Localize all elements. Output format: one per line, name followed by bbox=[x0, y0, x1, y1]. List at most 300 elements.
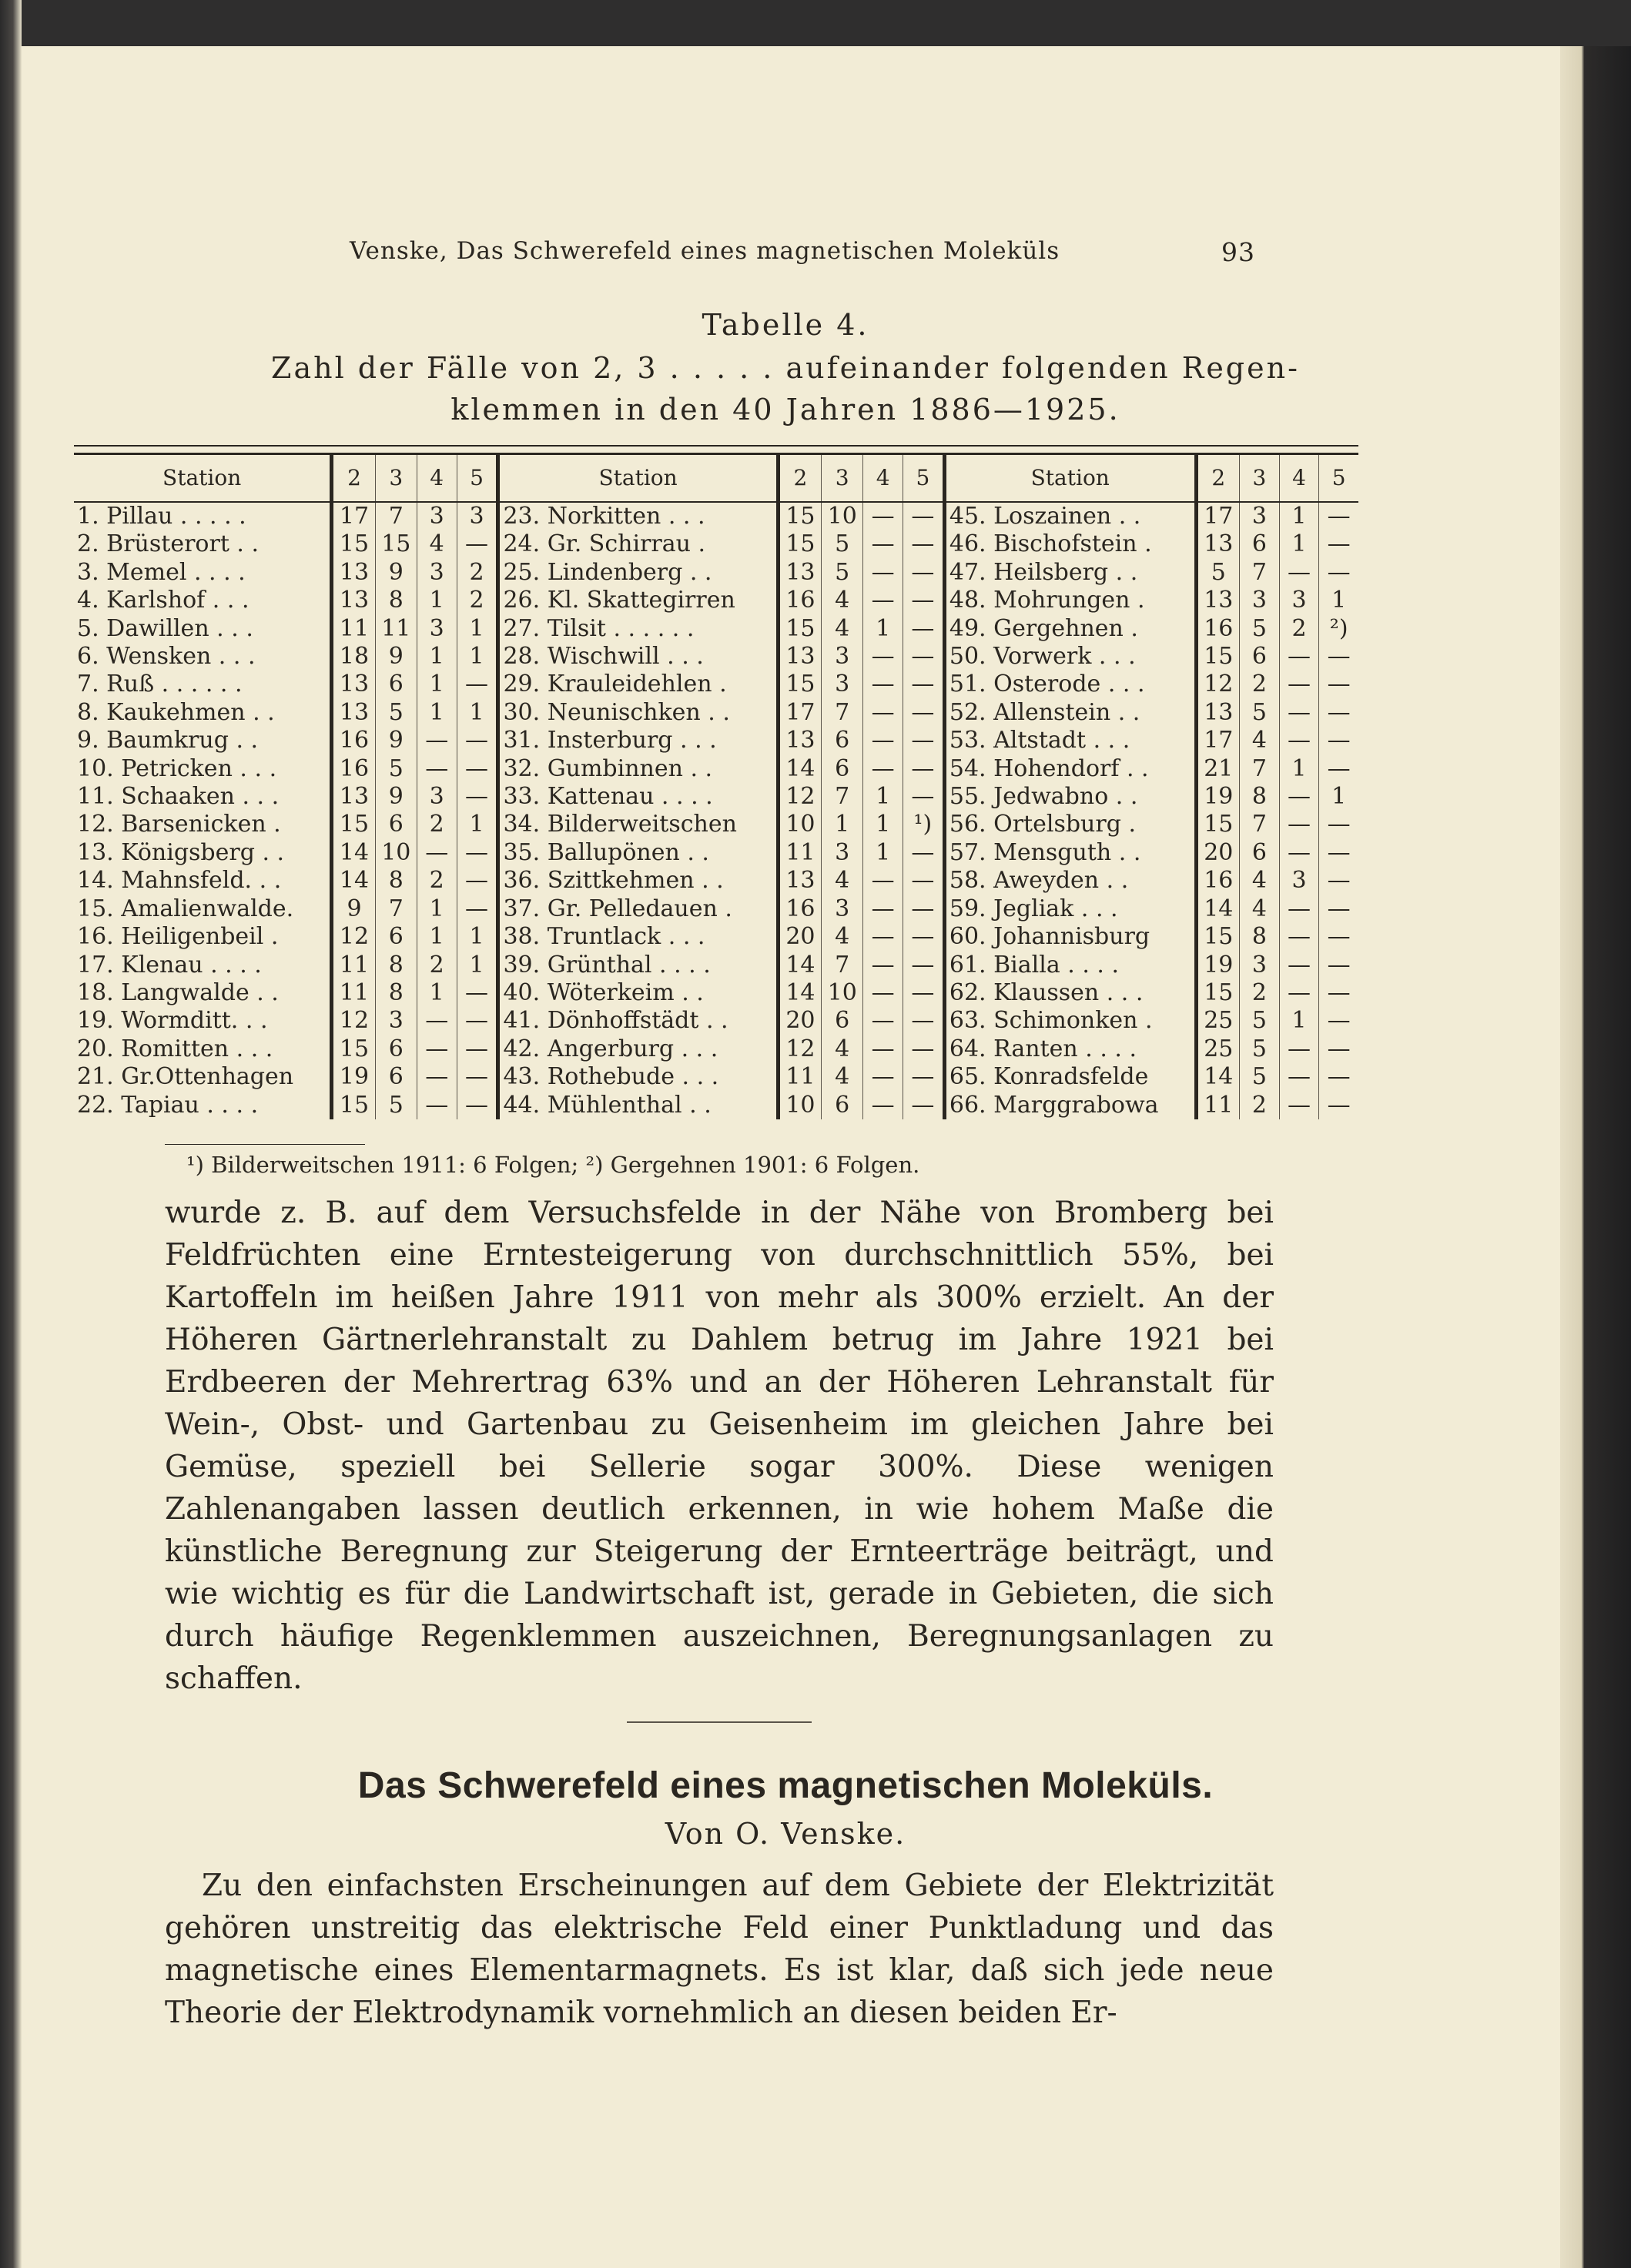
count-cell: — bbox=[863, 1035, 903, 1063]
count-cell: 8 bbox=[375, 867, 417, 895]
count-cell: 13 bbox=[1196, 530, 1239, 558]
count-cell: — bbox=[863, 952, 903, 979]
table-row bbox=[74, 530, 1358, 558]
count-cell: 12 bbox=[1196, 671, 1239, 698]
count-cell: — bbox=[457, 1063, 498, 1091]
count-cell: 3 bbox=[417, 502, 457, 530]
count-cell: 6 bbox=[375, 1063, 417, 1091]
count-cell: 1 bbox=[1319, 587, 1358, 614]
column-header: Station bbox=[74, 454, 332, 503]
count-cell: 7 bbox=[375, 502, 417, 530]
station-cell: 23. Norkitten . . . bbox=[498, 502, 778, 530]
station-cell: 50. Vorwerk . . . bbox=[944, 643, 1196, 671]
count-cell: 4 bbox=[822, 1035, 863, 1063]
count-cell: 3 bbox=[1240, 502, 1280, 530]
count-cell: 4 bbox=[822, 1063, 863, 1091]
column-header: 3 bbox=[822, 454, 863, 503]
count-cell: 2 bbox=[457, 559, 498, 587]
count-cell: 15 bbox=[332, 811, 375, 838]
count-cell: — bbox=[903, 755, 944, 783]
count-cell: 25 bbox=[1196, 1007, 1239, 1035]
station-cell: 59. Jegliak . . . bbox=[944, 895, 1196, 923]
count-cell: 17 bbox=[1196, 727, 1239, 754]
count-cell: — bbox=[903, 671, 944, 698]
station-cell: 17. Klenau . . . . bbox=[77, 951, 262, 978]
count-cell: — bbox=[457, 671, 498, 698]
station-cell: 14. Mahnsfeld. . . bbox=[77, 867, 282, 895]
count-cell: 13 bbox=[332, 783, 375, 811]
count-cell: 15 bbox=[1196, 923, 1239, 951]
book-page bbox=[11, 46, 1560, 2268]
count-cell: 13 bbox=[778, 559, 821, 587]
count-cell: 6 bbox=[375, 1035, 417, 1063]
station-cell: 33. Kattenau . . . . bbox=[498, 783, 778, 811]
column-header: 2 bbox=[778, 454, 821, 503]
table-row bbox=[74, 979, 1358, 1007]
column-header: 4 bbox=[863, 454, 903, 503]
count-cell: — bbox=[903, 952, 944, 979]
count-cell: 5 bbox=[822, 559, 863, 587]
count-cell: 3 bbox=[1279, 867, 1319, 895]
count-cell: 3 bbox=[1240, 587, 1280, 614]
station-cell: 46. Bischofstein . bbox=[944, 530, 1196, 558]
count-cell: 13 bbox=[778, 727, 821, 754]
count-cell: — bbox=[863, 1007, 903, 1035]
count-cell: 6 bbox=[375, 923, 417, 951]
count-cell: 6 bbox=[822, 727, 863, 754]
count-cell: 1 bbox=[417, 587, 457, 614]
table-header-row bbox=[74, 454, 1358, 503]
count-cell: 15 bbox=[778, 502, 821, 530]
count-cell: 3 bbox=[1279, 587, 1319, 614]
count-cell: 2 bbox=[1240, 979, 1280, 1007]
station-cell: 58. Aweyden . . bbox=[944, 867, 1196, 895]
count-cell: — bbox=[417, 727, 457, 754]
count-cell: — bbox=[863, 755, 903, 783]
station-cell: 64. Ranten . . . . bbox=[944, 1035, 1196, 1063]
count-cell: — bbox=[903, 839, 944, 867]
table-row bbox=[74, 559, 1358, 587]
count-cell: 2 bbox=[417, 952, 457, 979]
count-cell: 5 bbox=[1240, 1007, 1280, 1035]
count-cell: — bbox=[863, 559, 903, 587]
count-cell: 1 bbox=[457, 615, 498, 643]
station-cell: 22. Tapiau . . . . bbox=[77, 1091, 259, 1119]
table-row bbox=[74, 671, 1358, 698]
count-cell: 3 bbox=[417, 559, 457, 587]
count-cell: 7 bbox=[822, 699, 863, 727]
table-footnote: ¹) Bilderweitschen 1911: 6 Folgen; ²) Gergehnen 1901: 6 Folgen. bbox=[186, 1152, 920, 1178]
station-cell: 21. Gr.Ottenhagen bbox=[77, 1063, 294, 1091]
count-cell: 15 bbox=[778, 530, 821, 558]
count-cell: 13 bbox=[778, 867, 821, 895]
count-cell: 16 bbox=[332, 727, 375, 754]
count-cell: — bbox=[1279, 895, 1319, 923]
count-cell: — bbox=[903, 530, 944, 558]
count-cell: — bbox=[1279, 839, 1319, 867]
table-top-rule bbox=[74, 445, 1358, 447]
count-cell: 9 bbox=[375, 559, 417, 587]
count-cell: 2 bbox=[417, 811, 457, 838]
count-cell: 10 bbox=[778, 811, 821, 838]
station-cell: 63. Schimonken . bbox=[944, 1007, 1196, 1035]
count-cell: 1 bbox=[417, 895, 457, 923]
count-cell: 5 bbox=[1240, 615, 1280, 643]
count-cell: — bbox=[417, 1035, 457, 1063]
count-cell: 9 bbox=[375, 643, 417, 671]
count-cell: 4 bbox=[1240, 867, 1280, 895]
count-cell: — bbox=[863, 867, 903, 895]
count-cell: 19 bbox=[1196, 952, 1239, 979]
count-cell: — bbox=[1319, 671, 1358, 698]
count-cell: 11 bbox=[375, 615, 417, 643]
count-cell: — bbox=[903, 643, 944, 671]
count-cell: 14 bbox=[778, 755, 821, 783]
count-cell: 15 bbox=[332, 530, 375, 558]
station-cell: 60. Johannisburg bbox=[944, 923, 1196, 951]
count-cell: 11 bbox=[332, 952, 375, 979]
table-row bbox=[74, 1092, 1358, 1119]
count-cell: 7 bbox=[1240, 811, 1280, 838]
column-header: 3 bbox=[375, 454, 417, 503]
count-cell: 21 bbox=[1196, 755, 1239, 783]
count-cell: 1 bbox=[863, 783, 903, 811]
count-cell: 14 bbox=[778, 952, 821, 979]
station-cell: 43. Rothebude . . . bbox=[498, 1063, 778, 1091]
count-cell: — bbox=[903, 1035, 944, 1063]
count-cell: 4 bbox=[1240, 895, 1280, 923]
table-body bbox=[74, 502, 1358, 1119]
column-header: 4 bbox=[417, 454, 457, 503]
table-row bbox=[74, 615, 1358, 643]
count-cell: — bbox=[903, 1007, 944, 1035]
count-cell: 6 bbox=[375, 671, 417, 698]
count-cell: — bbox=[457, 1035, 498, 1063]
station-cell: 31. Insterburg . . . bbox=[498, 727, 778, 754]
count-cell: 5 bbox=[1196, 559, 1239, 587]
table-row bbox=[74, 699, 1358, 727]
count-cell: 3 bbox=[1240, 952, 1280, 979]
count-cell: — bbox=[1319, 1092, 1358, 1119]
count-cell: 5 bbox=[375, 1092, 417, 1119]
count-cell: 12 bbox=[332, 1007, 375, 1035]
count-cell: 9 bbox=[332, 895, 375, 923]
station-cell: 3. Memel . . . . bbox=[77, 558, 246, 586]
count-cell: 5 bbox=[822, 530, 863, 558]
count-cell: — bbox=[863, 530, 903, 558]
count-cell: 6 bbox=[1240, 530, 1280, 558]
count-cell: 8 bbox=[375, 587, 417, 614]
count-cell: 1 bbox=[1279, 502, 1319, 530]
count-cell: — bbox=[1319, 839, 1358, 867]
count-cell: — bbox=[457, 755, 498, 783]
count-cell: — bbox=[457, 530, 498, 558]
count-cell: 20 bbox=[778, 923, 821, 951]
footnote-rule bbox=[165, 1144, 365, 1145]
count-cell: 15 bbox=[332, 1035, 375, 1063]
station-cell: 57. Mensguth . . bbox=[944, 839, 1196, 867]
count-cell: 17 bbox=[1196, 502, 1239, 530]
count-cell: — bbox=[417, 1063, 457, 1091]
count-cell: 3 bbox=[417, 783, 457, 811]
station-cell: 19. Wormditt. . . bbox=[77, 1007, 268, 1035]
station-cell: 37. Gr. Pelledauen . bbox=[498, 895, 778, 923]
count-cell: — bbox=[1319, 979, 1358, 1007]
column-header: 5 bbox=[457, 454, 498, 503]
column-header: 2 bbox=[1196, 454, 1239, 503]
station-cell: 54. Hohendorf . . bbox=[944, 755, 1196, 783]
count-cell: 8 bbox=[1240, 923, 1280, 951]
count-cell: 1 bbox=[417, 923, 457, 951]
count-cell: 20 bbox=[1196, 839, 1239, 867]
count-cell: 4 bbox=[1240, 727, 1280, 754]
count-cell: — bbox=[903, 587, 944, 614]
table-row bbox=[74, 895, 1358, 923]
count-cell: — bbox=[1319, 867, 1358, 895]
count-cell: — bbox=[863, 699, 903, 727]
count-cell: — bbox=[903, 895, 944, 923]
count-cell: — bbox=[1319, 755, 1358, 783]
count-cell: 20 bbox=[778, 1007, 821, 1035]
count-cell: — bbox=[903, 502, 944, 530]
article-title: Das Schwerefeld eines magnetischen Moleküls. bbox=[357, 1765, 1214, 1806]
count-cell: 16 bbox=[332, 755, 375, 783]
station-cell: 34. Bilderweitschen bbox=[498, 811, 778, 838]
station-cell: 4. Karlshof . . . bbox=[77, 587, 250, 614]
table-row bbox=[74, 727, 1358, 754]
station-cell: 35. Ballupönen . . bbox=[498, 839, 778, 867]
count-cell: 8 bbox=[1240, 783, 1280, 811]
count-cell: 5 bbox=[1240, 1063, 1280, 1091]
count-cell: 19 bbox=[1196, 783, 1239, 811]
station-cell: 36. Szittkehmen . . bbox=[498, 867, 778, 895]
station-cell: 56. Ortelsburg . bbox=[944, 811, 1196, 838]
table-caption-line: Zahl der Fälle von 2, 3 . . . . . aufeinander folgenden Regen- bbox=[271, 351, 1300, 385]
count-cell: 19 bbox=[332, 1063, 375, 1091]
count-cell: 11 bbox=[332, 615, 375, 643]
count-cell: 13 bbox=[778, 643, 821, 671]
count-cell: 25 bbox=[1196, 1035, 1239, 1063]
column-header: Station bbox=[944, 454, 1196, 503]
count-cell: 6 bbox=[822, 755, 863, 783]
column-header: 4 bbox=[1279, 454, 1319, 503]
station-cell: 11. Schaaken . . . bbox=[77, 783, 280, 811]
count-cell: 6 bbox=[1240, 839, 1280, 867]
count-cell: — bbox=[903, 783, 944, 811]
table-row bbox=[74, 755, 1358, 783]
station-cell: 28. Wischwill . . . bbox=[498, 643, 778, 671]
count-cell: — bbox=[1319, 1007, 1358, 1035]
count-cell: 1 bbox=[417, 979, 457, 1007]
count-cell: — bbox=[417, 1007, 457, 1035]
count-cell: — bbox=[1319, 811, 1358, 838]
station-cell: 18. Langwalde . . bbox=[77, 978, 279, 1006]
count-cell: — bbox=[1319, 1035, 1358, 1063]
count-cell: 1 bbox=[417, 671, 457, 698]
station-cell: 38. Truntlack . . . bbox=[498, 923, 778, 951]
count-cell: 3 bbox=[375, 1007, 417, 1035]
count-cell: — bbox=[457, 1007, 498, 1035]
count-cell: — bbox=[1279, 1035, 1319, 1063]
count-cell: 11 bbox=[778, 839, 821, 867]
count-cell: 1 bbox=[863, 811, 903, 838]
body-paragraph: wurde z. B. auf dem Versuchsfelde in der Nähe von Bromberg bei Feldfrüchten eine Erntesteigerung von durchschnittlich 55%, bei Kartoffeln im heißen Jahre 1911 von mehr als 300% erzielt. An der Höheren Gärtnerlehranstalt zu Dahlem betrug im Jahre 1921 bei Erdbeeren der Mehrertrag 63% und an der Höheren Lehranstalt für Wein-, Obst- und Gartenbau zu Geisenheim im gleichen Jahre bei Gemüse, speziell bei Sellerie sogar 300%. Diese wenigen Zahlenangaben lassen deutlich erkennen, in wie hohem Maße die künstliche Beregnung zur Steigerung der Ernteerträge beiträgt, und wie wichtig es für die Landwirtschaft ist, gerade in Gebieten, die sich durch häufige Regenklemmen auszeichnen, Beregnungsanlagen zu schaffen. bbox=[165, 1196, 1274, 1696]
count-cell: 1 bbox=[1279, 755, 1319, 783]
station-cell: 44. Mühlenthal . . bbox=[498, 1092, 778, 1119]
count-cell: — bbox=[863, 1092, 903, 1119]
count-cell: 5 bbox=[375, 755, 417, 783]
count-cell: 14 bbox=[1196, 1063, 1239, 1091]
count-cell: — bbox=[863, 643, 903, 671]
count-cell: 1 bbox=[457, 952, 498, 979]
table-row bbox=[74, 923, 1358, 951]
count-cell: 1 bbox=[1279, 530, 1319, 558]
count-cell: — bbox=[1279, 923, 1319, 951]
table-row bbox=[74, 643, 1358, 671]
count-cell: — bbox=[1319, 643, 1358, 671]
count-cell: 13 bbox=[1196, 587, 1239, 614]
count-cell: 4 bbox=[822, 867, 863, 895]
station-cell: 9. Baumkrug . . bbox=[77, 727, 259, 754]
station-cell: 40. Wöterkeim . . bbox=[498, 979, 778, 1007]
count-cell: 7 bbox=[1240, 755, 1280, 783]
column-header: 2 bbox=[332, 454, 375, 503]
article-author: Von O. Venske. bbox=[665, 1817, 906, 1851]
station-cell: 1. Pillau . . . . . bbox=[77, 503, 246, 530]
book-binding-edge bbox=[0, 0, 22, 2268]
table-row bbox=[74, 839, 1358, 867]
count-cell: 1 bbox=[457, 699, 498, 727]
count-cell: — bbox=[1319, 699, 1358, 727]
station-cell: 6. Wensken . . . bbox=[77, 643, 256, 671]
station-cell: 41. Dönhoffstädt . . bbox=[498, 1007, 778, 1035]
count-cell: — bbox=[1319, 1063, 1358, 1091]
count-cell: — bbox=[1279, 559, 1319, 587]
station-cell: 24. Gr. Schirrau . bbox=[498, 530, 778, 558]
count-cell: 1 bbox=[457, 811, 498, 838]
count-cell: — bbox=[863, 895, 903, 923]
count-cell: 1 bbox=[457, 643, 498, 671]
count-cell: 11 bbox=[332, 979, 375, 1007]
count-cell: — bbox=[1279, 811, 1319, 838]
count-cell: — bbox=[863, 1063, 903, 1091]
count-cell: 3 bbox=[457, 502, 498, 530]
count-cell: 13 bbox=[332, 699, 375, 727]
count-cell: 6 bbox=[1240, 643, 1280, 671]
count-cell: 12 bbox=[778, 783, 821, 811]
count-cell: 10 bbox=[375, 839, 417, 867]
count-cell: 17 bbox=[332, 502, 375, 530]
section-divider bbox=[627, 1721, 812, 1723]
count-cell: — bbox=[903, 727, 944, 754]
count-cell: 4 bbox=[822, 923, 863, 951]
table-row bbox=[74, 587, 1358, 614]
count-cell: — bbox=[1319, 952, 1358, 979]
count-cell: 1 bbox=[863, 839, 903, 867]
count-cell: ²) bbox=[1319, 615, 1358, 643]
count-cell: 4 bbox=[822, 615, 863, 643]
count-cell: 1 bbox=[417, 643, 457, 671]
table-caption-title: Tabelle 4. bbox=[702, 308, 869, 342]
count-cell: 2 bbox=[1240, 671, 1280, 698]
station-cell: 47. Heilsberg . . bbox=[944, 559, 1196, 587]
table-caption-line: klemmen in den 40 Jahren 1886—1925. bbox=[450, 393, 1120, 427]
count-cell: 16 bbox=[1196, 615, 1239, 643]
station-cell: 45. Loszainen . . bbox=[944, 502, 1196, 530]
count-cell: 4 bbox=[822, 587, 863, 614]
count-cell: — bbox=[863, 923, 903, 951]
count-cell: 15 bbox=[332, 1092, 375, 1119]
station-cell: 12. Barsenicken . bbox=[77, 811, 281, 838]
table-row bbox=[74, 867, 1358, 895]
count-cell: 15 bbox=[375, 530, 417, 558]
count-cell: 13 bbox=[332, 587, 375, 614]
count-cell: 16 bbox=[778, 587, 821, 614]
station-cell: 62. Klaussen . . . bbox=[944, 979, 1196, 1007]
count-cell: — bbox=[457, 895, 498, 923]
count-cell: — bbox=[903, 1092, 944, 1119]
station-cell: 29. Krauleidehlen . bbox=[498, 671, 778, 698]
count-cell: 7 bbox=[1240, 559, 1280, 587]
count-cell: 2 bbox=[417, 867, 457, 895]
count-cell: 10 bbox=[778, 1092, 821, 1119]
station-cell: 27. Tilsit . . . . . . bbox=[498, 615, 778, 643]
count-cell: — bbox=[457, 783, 498, 811]
page-number: 93 bbox=[1221, 237, 1255, 267]
count-cell: — bbox=[903, 615, 944, 643]
count-cell: 11 bbox=[1196, 1092, 1239, 1119]
count-cell: 10 bbox=[822, 979, 863, 1007]
count-cell: 13 bbox=[332, 671, 375, 698]
station-cell: 51. Osterode . . . bbox=[944, 671, 1196, 698]
count-cell: 14 bbox=[332, 839, 375, 867]
station-cell: 61. Bialla . . . . bbox=[944, 952, 1196, 979]
count-cell: 3 bbox=[822, 895, 863, 923]
count-cell: 2 bbox=[1279, 615, 1319, 643]
count-cell: 11 bbox=[778, 1063, 821, 1091]
station-cell: 2. Brüsterort . . bbox=[77, 530, 260, 558]
count-cell: — bbox=[457, 839, 498, 867]
count-cell: 9 bbox=[375, 783, 417, 811]
count-cell: — bbox=[903, 923, 944, 951]
count-cell: 7 bbox=[822, 783, 863, 811]
count-cell: — bbox=[903, 867, 944, 895]
count-cell: — bbox=[1319, 559, 1358, 587]
count-cell: 8 bbox=[375, 979, 417, 1007]
station-cell: 10. Petricken . . . bbox=[77, 754, 277, 782]
count-cell: — bbox=[1279, 1063, 1319, 1091]
station-cell: 13. Königsberg . . bbox=[77, 838, 285, 866]
count-cell: — bbox=[1279, 1092, 1319, 1119]
count-cell: 16 bbox=[778, 895, 821, 923]
station-cell: 32. Gumbinnen . . bbox=[498, 755, 778, 783]
station-cell: 52. Allenstein . . bbox=[944, 699, 1196, 727]
count-cell: — bbox=[1279, 643, 1319, 671]
count-cell: 5 bbox=[1240, 1035, 1280, 1063]
count-cell: 3 bbox=[822, 671, 863, 698]
count-cell: — bbox=[1279, 727, 1319, 754]
station-cell: 65. Konradsfelde bbox=[944, 1063, 1196, 1091]
count-cell: 12 bbox=[332, 923, 375, 951]
count-cell: — bbox=[863, 502, 903, 530]
count-cell: 15 bbox=[778, 615, 821, 643]
count-cell: 4 bbox=[417, 530, 457, 558]
count-cell: 14 bbox=[1196, 895, 1239, 923]
count-cell: — bbox=[903, 979, 944, 1007]
station-cell: 42. Angerburg . . . bbox=[498, 1035, 778, 1063]
count-cell: 9 bbox=[375, 727, 417, 754]
count-cell: — bbox=[457, 979, 498, 1007]
